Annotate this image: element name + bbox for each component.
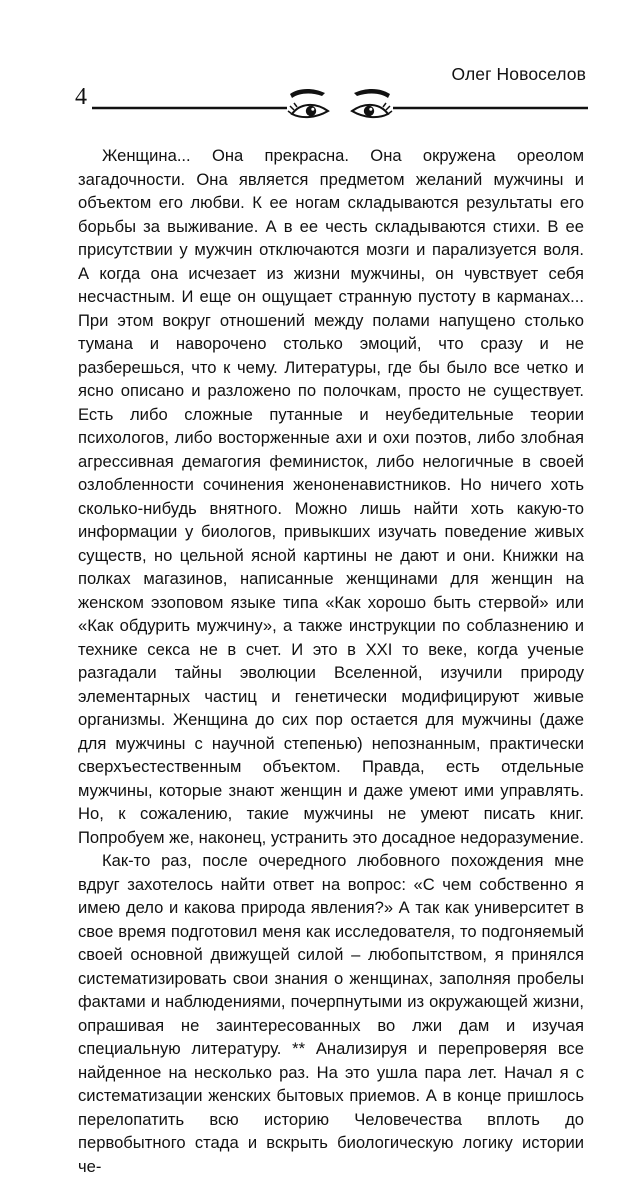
paragraph: Женщина... Она прекрасна. Она окружена ореолом загадочности. Она является предметом желаний мужчины и объектом его любви. К ее ногам складываются результаты его борьбы за выживание. А в ее честь складываются стихи. В ее присутствии у мужчин отключаются мозги и парализуется воля. А когда она исчезает из жизни мужчины, он чувствует себя несчастным. И еще он ощущает странную пустоту в карманах... При этом вокруг отношений между полами напущено столько тумана и наворочено столько эмоций, что сразу и не разберешься, что к чему. Литературы, где бы было все четко и ясно описано и разложено по полочкам, просто не существует. Есть либо сложные путанные и неубедительные теории психологов, либо восторженные ахи и охи поэтов, либо злобная агрессивная демагогия феминисток, либо нелогичные в своей озлобленности сочинения женоненавистников. Но ничего хоть сколько-нибудь внятного. Можно лишь найти хоть какую-то информации у биологов, привыкших изучать поведение живых существ, но цельной ясной картины не дают и они. Книжки на полках магазинов, написанные женщинами для женщин на женском эзоповом языке типа «Как хорошо быть стервой» или «Как обдурить мужчину», а также инструкции по соблазнению и технике секса не в счет. И это в XXI то веке, когда ученые разгадали тайны эволюции Вселенной, изучили природу элементарных частиц и генетически модифицируют живые организмы. Женщина до сих пор остается для мужчины (даже для мужчины с научной степенью) непознанным, практически сверхъестественным объектом. Правда, есть отдельные мужчины, которые знают женщин и даже умеют ими управлять. Но, к сожалению, такие мужчины не умеют писать книг. Попробуем же, наконец, устранить это досадное недоразумение. bbox=[78, 146, 584, 847]
paragraph: Как-то раз, после очередного любовного похождения мне вдруг захотелось найти ответ на вопрос: «С чем собственно я имею дело и какова природа явления?» А так как университет в свое время подготовил меня как исследователя, то подгоняемый своей основной движущей силой – любопытством, я принялся систематизировать свои знания о женщинах, заполняя пробелы фактами и наблюдениями, почерпнутыми из окружающей жизни, опрашивая не заинтересованных во лжи дам и изучая специальную литературу. ** Анализируя и перепроверяя все найденное на несколько раз. На это ушла пара лет. Начал я с систематизации женских бытовых приемов. А в конце пришлось перелопатить всю историю Человечества вплоть до первобытного стада и вскрыть биологическую логику истории че- bbox=[78, 851, 584, 1176]
running-head: Олег Новоселов bbox=[451, 64, 586, 84]
eyes-ornament-icon bbox=[0, 85, 644, 131]
page-number: 4 bbox=[75, 84, 87, 110]
body-text bbox=[78, 144, 584, 1178]
